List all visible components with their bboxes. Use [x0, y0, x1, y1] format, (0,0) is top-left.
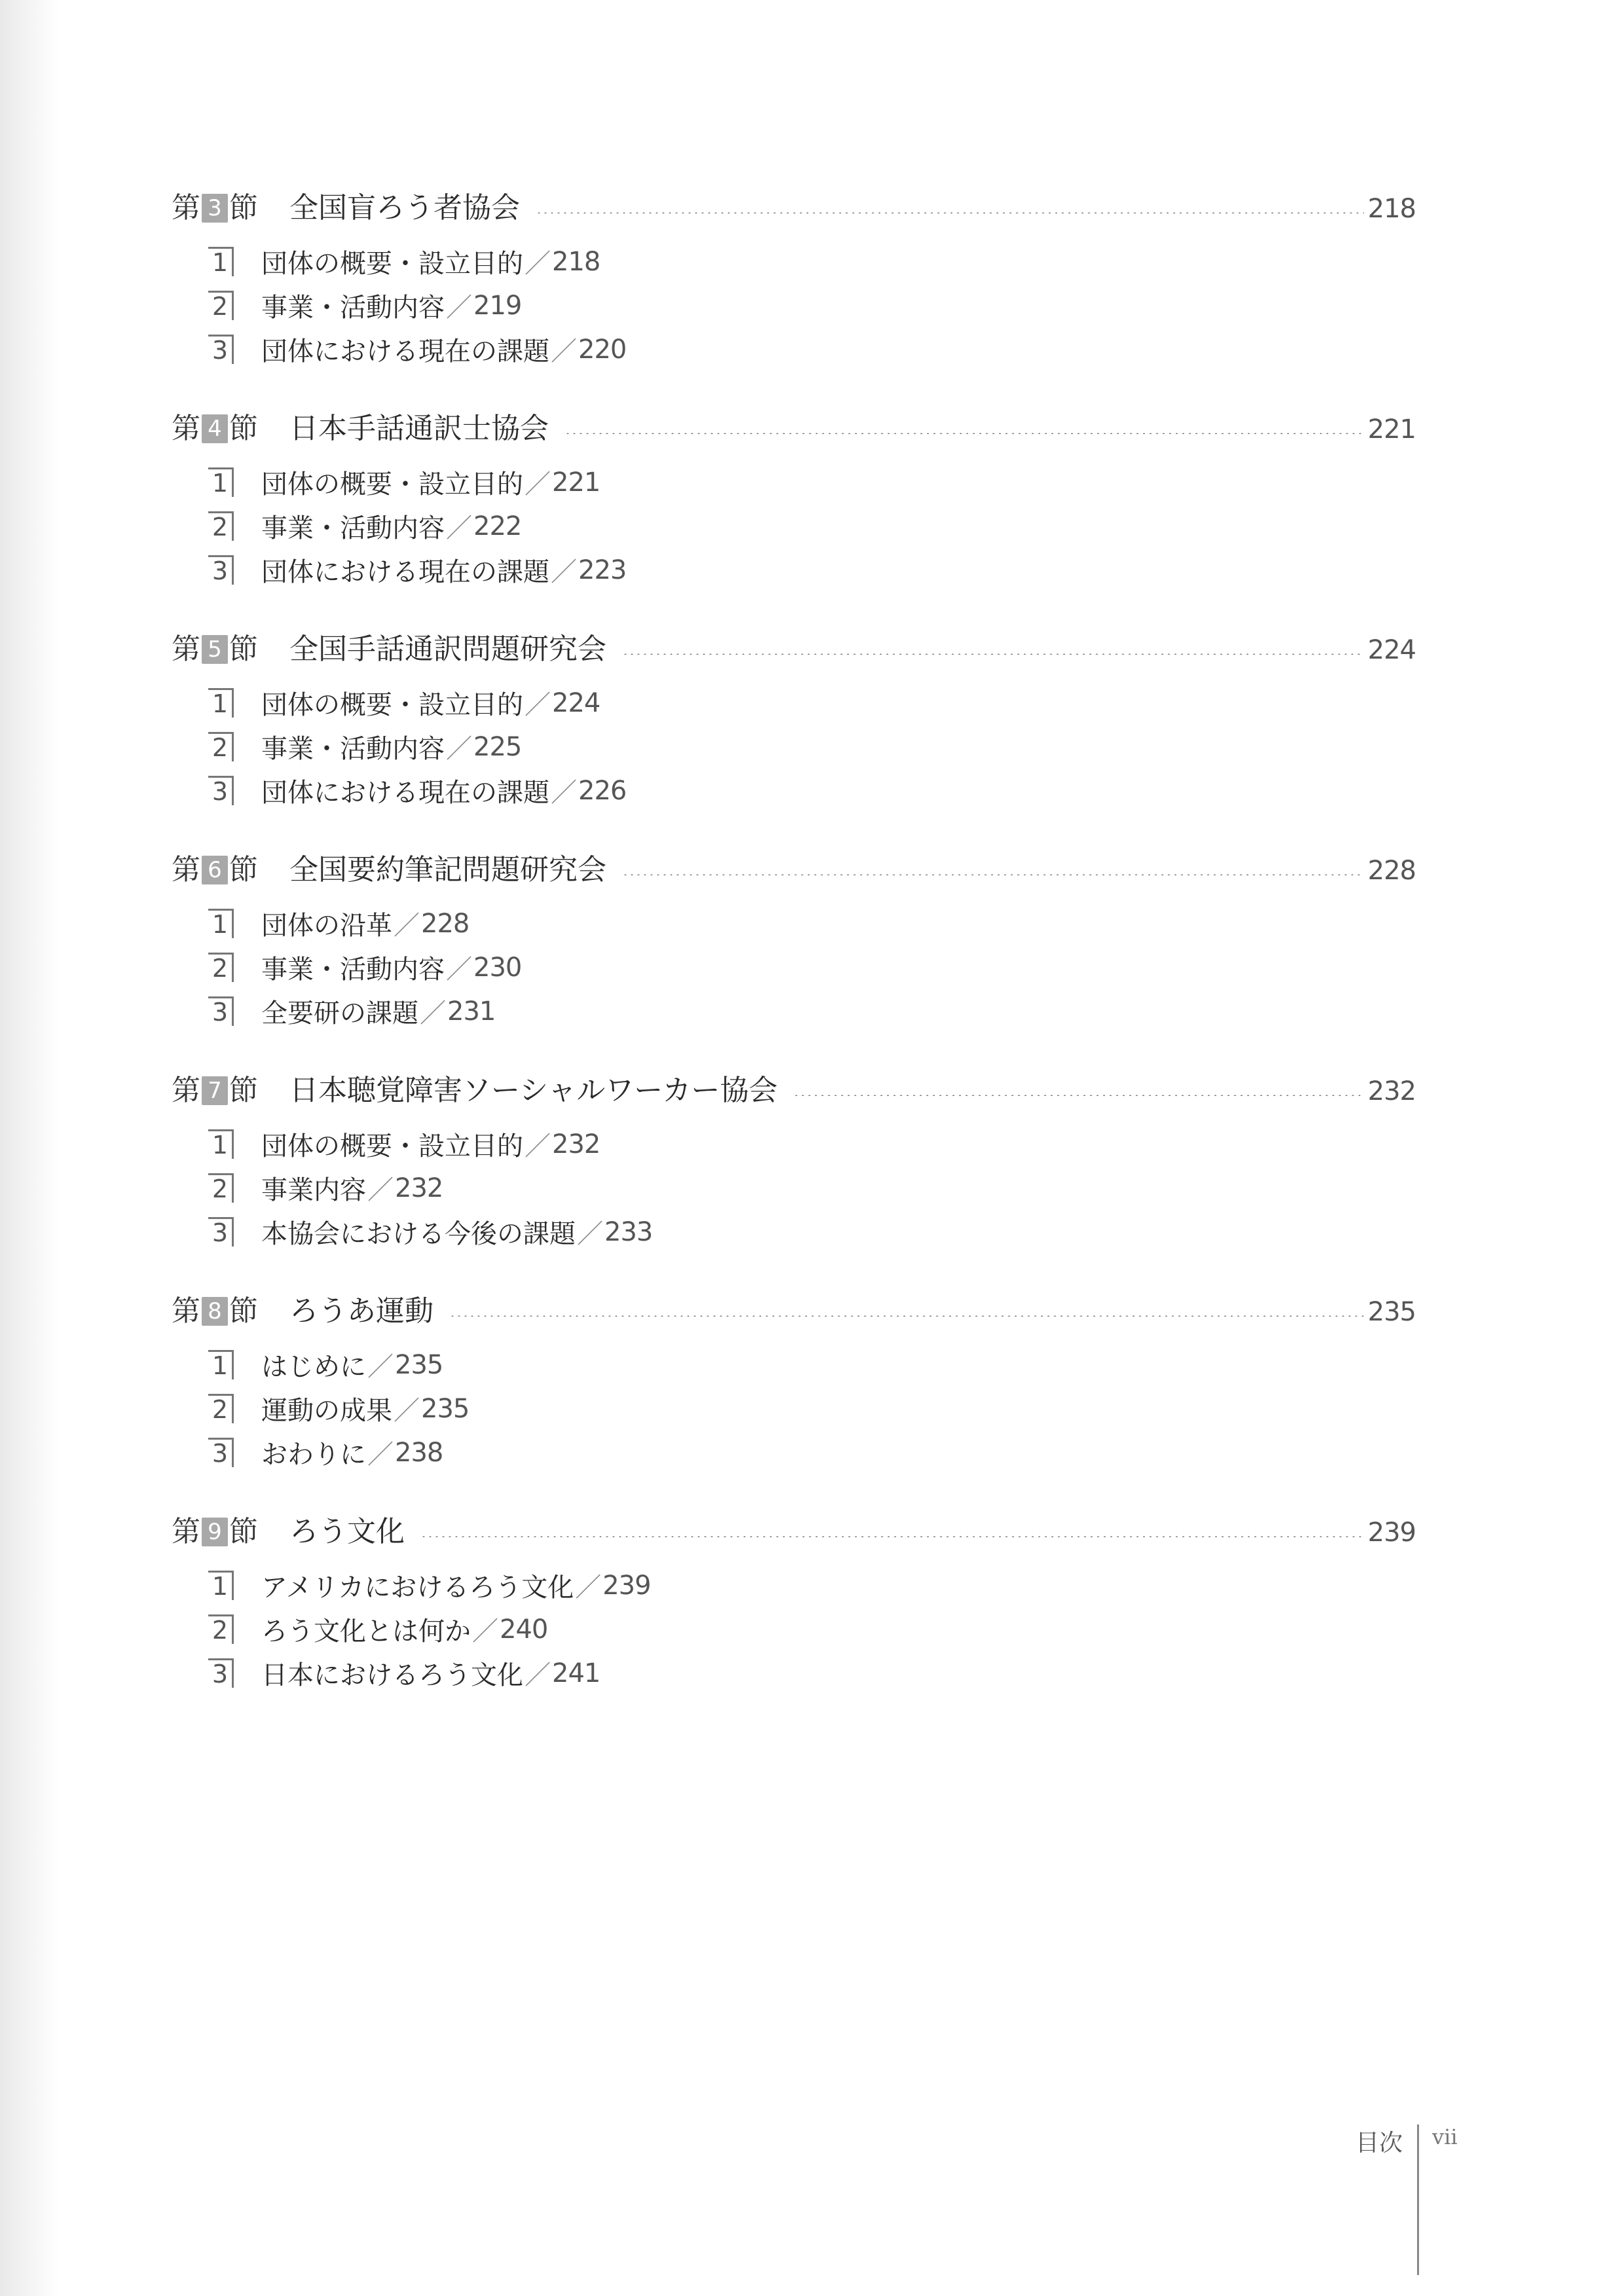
page-separator: ／: [551, 778, 577, 808]
page-separator: ／: [446, 734, 472, 764]
subsection-title: 事業・活動内容: [261, 955, 445, 985]
subsection-item[interactable]: [208, 504, 1416, 548]
subsection-item[interactable]: [208, 327, 1416, 371]
subsection-title: 事業内容: [261, 1175, 366, 1205]
toc-section: [172, 618, 1416, 812]
subsection-number: 1: [208, 909, 234, 938]
subsection-item[interactable]: [208, 725, 1416, 769]
subsection-item[interactable]: [208, 1210, 1416, 1254]
section-title: ろうあ運動: [289, 1294, 434, 1328]
section-number-badge: 9: [202, 1518, 228, 1546]
subsection-number: 1: [208, 1571, 234, 1600]
page-separator: ／: [551, 557, 577, 587]
section-heading[interactable]: [172, 1280, 1416, 1343]
section-page-number: 228: [1367, 856, 1416, 886]
subsection-number: 2: [208, 511, 234, 541]
dot-leader: [622, 653, 1364, 655]
page-separator: ／: [367, 1175, 394, 1205]
subsection-item[interactable]: [208, 240, 1416, 283]
section-label: [172, 397, 258, 460]
subsection-list: [172, 1563, 1416, 1695]
subsection-title: アメリカにおけるろう文化: [261, 1573, 574, 1603]
subsection-page-number: 221: [552, 467, 600, 498]
subsection-list: [172, 681, 1416, 812]
dot-leader: [420, 1536, 1364, 1537]
section-label: [172, 1059, 258, 1122]
subsection-item[interactable]: [208, 1651, 1416, 1695]
subsection-number: 3: [208, 776, 234, 805]
section-page-number: 221: [1367, 414, 1416, 445]
section-prefix: 第: [172, 853, 200, 886]
section-suffix: 節: [229, 412, 258, 445]
page-separator: ／: [525, 469, 551, 500]
subsection-title: 運動の成果: [261, 1396, 392, 1426]
subsection-title: おわりに: [261, 1440, 366, 1470]
section-prefix: 第: [172, 1515, 200, 1548]
page-separator: ／: [367, 1440, 394, 1470]
subsection-item[interactable]: [208, 548, 1416, 592]
subsection-page-number: 241: [552, 1658, 600, 1688]
subsection-title: ろう文化とは何か: [261, 1616, 471, 1647]
subsection-list: [172, 460, 1416, 592]
subsection-page-number: 220: [578, 334, 627, 365]
subsection-title: 全要研の課題: [261, 998, 418, 1029]
subsection-title: 団体の概要・設立目的: [261, 249, 523, 279]
section-suffix: 節: [229, 853, 258, 886]
subsection-page-number: 240: [500, 1614, 548, 1645]
dot-leader: [536, 212, 1364, 213]
subsection-page-number: 235: [421, 1393, 470, 1424]
section-title: 日本聴覚障害ソーシャルワーカー協会: [289, 1074, 778, 1107]
subsection-title: 団体における現在の課題: [261, 778, 549, 808]
footer-label: 目次: [1356, 2130, 1403, 2157]
subsection-number: 3: [208, 996, 234, 1026]
page-separator: ／: [525, 690, 551, 720]
scan-shadow: [0, 0, 59, 2296]
table-of-contents: [172, 177, 1416, 1721]
page-separator: ／: [446, 513, 472, 543]
section-suffix: 節: [229, 632, 258, 666]
section-page-number: 239: [1367, 1518, 1416, 1548]
subsection-page-number: 226: [578, 775, 627, 806]
subsection-item[interactable]: [208, 283, 1416, 327]
subsection-page-number: 228: [421, 908, 470, 939]
subsection-page-number: 232: [395, 1173, 443, 1203]
subsection-number: 2: [208, 291, 234, 320]
subsection-item[interactable]: [208, 1430, 1416, 1474]
toc-section: [172, 839, 1416, 1033]
section-title: 全国盲ろう者協会: [289, 191, 520, 225]
section-suffix: 節: [229, 191, 258, 225]
subsection-list: [172, 902, 1416, 1033]
section-heading[interactable]: [172, 397, 1416, 460]
page-separator: ／: [525, 249, 551, 279]
section-number-badge: 7: [202, 1076, 228, 1105]
dot-leader: [449, 1315, 1364, 1317]
footer-rule: [1417, 2124, 1419, 2275]
section-heading[interactable]: [172, 618, 1416, 681]
page-separator: ／: [472, 1616, 498, 1647]
subsection-item[interactable]: [208, 460, 1416, 504]
section-heading[interactable]: [172, 1501, 1416, 1563]
subsection-title: 事業・活動内容: [261, 513, 445, 543]
page-separator: ／: [551, 337, 577, 367]
section-suffix: 節: [229, 1515, 258, 1548]
toc-section: [172, 397, 1416, 592]
subsection-number: 3: [208, 1658, 234, 1688]
subsection-page-number: 239: [602, 1570, 651, 1601]
subsection-item[interactable]: [208, 1387, 1416, 1430]
page-footer: [1356, 2124, 1458, 2275]
subsection-number: 2: [208, 1173, 234, 1203]
section-page-number: 224: [1367, 635, 1416, 665]
section-prefix: 第: [172, 191, 200, 225]
page-separator: ／: [525, 1131, 551, 1161]
subsection-number: 1: [208, 1350, 234, 1379]
toc-section: [172, 1280, 1416, 1474]
subsection-item[interactable]: [208, 1343, 1416, 1387]
subsection-title: 事業・活動内容: [261, 734, 445, 764]
subsection-title: 団体の概要・設立目的: [261, 1131, 523, 1161]
subsection-list: [172, 1122, 1416, 1254]
subsection-number: 3: [208, 1438, 234, 1467]
section-title: ろう文化: [289, 1515, 405, 1548]
subsection-number: 2: [208, 1614, 234, 1644]
section-page-number: 218: [1367, 194, 1416, 224]
subsection-title: 団体の概要・設立目的: [261, 690, 523, 720]
subsection-item[interactable]: [208, 902, 1416, 945]
page-separator: ／: [446, 293, 472, 323]
subsection-page-number: 225: [473, 731, 522, 762]
section-label: [172, 618, 258, 681]
toc-section: [172, 1501, 1416, 1695]
subsection-title: 団体の概要・設立目的: [261, 469, 523, 500]
section-prefix: 第: [172, 632, 200, 666]
page-separator: ／: [394, 1396, 420, 1426]
subsection-page-number: 230: [473, 952, 522, 983]
subsection-title: 事業・活動内容: [261, 293, 445, 323]
section-number-badge: 4: [202, 414, 228, 443]
page-separator: ／: [577, 1219, 603, 1249]
subsection-item[interactable]: [208, 769, 1416, 812]
subsection-title: 日本におけるろう文化: [261, 1660, 523, 1690]
subsection-number: 3: [208, 555, 234, 585]
subsection-item[interactable]: [208, 681, 1416, 725]
section-title: 日本手話通訳士協会: [289, 412, 549, 445]
section-heading[interactable]: [172, 1059, 1416, 1122]
section-suffix: 節: [229, 1074, 258, 1107]
subsection-page-number: 233: [604, 1216, 653, 1247]
subsection-item[interactable]: [208, 1122, 1416, 1166]
section-prefix: 第: [172, 1074, 200, 1107]
subsection-page-number: 224: [552, 687, 600, 718]
page-number: vii: [1432, 2124, 1458, 2149]
subsection-item[interactable]: [208, 989, 1416, 1033]
section-label: [172, 839, 258, 902]
subsection-title: 団体における現在の課題: [261, 337, 549, 367]
subsection-number: 2: [208, 953, 234, 982]
dot-leader: [564, 433, 1364, 434]
subsection-item[interactable]: [208, 1607, 1416, 1651]
toc-section: [172, 177, 1416, 371]
section-prefix: 第: [172, 1294, 200, 1328]
subsection-title: 本協会における今後の課題: [261, 1219, 576, 1249]
subsection-page-number: 238: [395, 1437, 443, 1468]
page-separator: ／: [367, 1352, 394, 1382]
page-separator: ／: [420, 998, 446, 1029]
subsection-number: 1: [208, 467, 234, 497]
subsection-number: 3: [208, 1217, 234, 1247]
subsection-item[interactable]: [208, 1166, 1416, 1210]
subsection-page-number: 223: [578, 555, 627, 585]
subsection-title: 団体における現在の課題: [261, 557, 549, 587]
subsection-page-number: 219: [473, 290, 522, 321]
subsection-page-number: 218: [552, 246, 600, 277]
subsection-list: [172, 240, 1416, 371]
subsection-title: はじめに: [261, 1352, 366, 1382]
page-separator: ／: [525, 1660, 551, 1690]
toc-section: [172, 1059, 1416, 1254]
subsection-page-number: 235: [395, 1349, 443, 1380]
page-separator: ／: [575, 1573, 602, 1603]
subsection-item[interactable]: [208, 1563, 1416, 1607]
page-separator: ／: [446, 955, 472, 985]
section-label: [172, 1501, 258, 1563]
section-page-number: 235: [1367, 1297, 1416, 1327]
section-number-badge: 5: [202, 635, 228, 664]
subsection-number: 1: [208, 688, 234, 718]
subsection-item[interactable]: [208, 945, 1416, 989]
section-heading[interactable]: [172, 177, 1416, 240]
section-number-badge: 3: [202, 194, 228, 223]
subsection-number: 1: [208, 247, 234, 276]
section-page-number: 232: [1367, 1076, 1416, 1106]
section-label: [172, 1280, 258, 1343]
section-suffix: 節: [229, 1294, 258, 1328]
section-heading[interactable]: [172, 839, 1416, 902]
section-label: [172, 177, 258, 240]
subsection-page-number: 231: [447, 996, 496, 1027]
section-number-badge: 6: [202, 856, 228, 884]
section-number-badge: 8: [202, 1297, 228, 1326]
section-prefix: 第: [172, 412, 200, 445]
subsection-list: [172, 1343, 1416, 1474]
subsection-page-number: 232: [552, 1129, 600, 1159]
subsection-number: 3: [208, 335, 234, 364]
subsection-number: 2: [208, 1394, 234, 1423]
subsection-page-number: 222: [473, 511, 522, 541]
page-separator: ／: [394, 911, 420, 941]
dot-leader: [622, 874, 1364, 875]
subsection-number: 1: [208, 1129, 234, 1159]
section-title: 全国手話通訳問題研究会: [289, 632, 606, 666]
dot-leader: [793, 1095, 1363, 1096]
subsection-number: 2: [208, 732, 234, 761]
subsection-title: 団体の沿革: [261, 911, 392, 941]
section-title: 全国要約筆記問題研究会: [289, 853, 606, 886]
